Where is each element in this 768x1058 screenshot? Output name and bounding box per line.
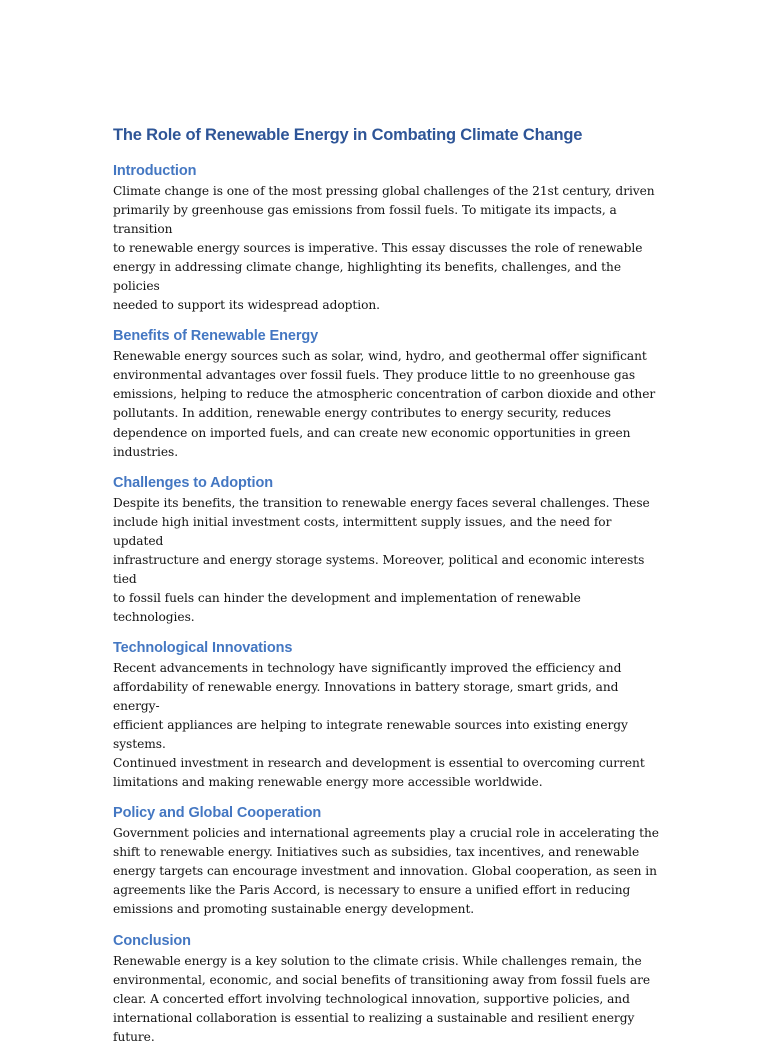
- paragraph-line: agreements like the Paris Accord, is necessary to ensure a unified effort in reducing: [113, 883, 631, 898]
- section-paragraph: [113, 952, 661, 1047]
- section-heading: Challenges to Adoption: [113, 474, 273, 491]
- paragraph-line: limitations and making renewable energy more accessible worldwide.: [113, 775, 543, 790]
- paragraph-line: Recent advancements in technology have significantly improved the efficiency and: [113, 660, 622, 675]
- paragraph-line: pollutants. In addition, renewable energy contributes to energy security, reduces: [113, 406, 611, 421]
- paragraph-line: to renewable energy sources is imperative. This essay discusses the role of renewable: [113, 241, 643, 256]
- paragraph-line: efficient appliances are helping to integrate renewable sources into existing energy systems.: [113, 718, 628, 752]
- section-paragraph: [113, 659, 661, 792]
- paragraph-line: Despite its benefits, the transition to renewable energy faces several challenges. These: [113, 495, 650, 510]
- section-benefits-of-renewable-energy: [113, 326, 661, 461]
- document-sections: [113, 161, 661, 1047]
- paragraph-line: international collaboration is essential to realizing a sustainable and resilient energy future.: [113, 1010, 635, 1044]
- document-page: [113, 124, 661, 1058]
- section-heading: Policy and Global Cooperation: [113, 805, 322, 822]
- paragraph-line: Climate change is one of the most pressing global challenges of the 21st century, driven: [113, 184, 655, 198]
- section-heading: Introduction: [113, 163, 197, 179]
- paragraph-line: emissions and promoting sustainable energy development.: [113, 902, 475, 917]
- paragraph-line: emissions, helping to reduce the atmospheric concentration of carbon dioxide and other: [113, 387, 656, 402]
- paragraph-line: environmental advantages over fossil fuels. They produce little to no greenhouse gas: [113, 368, 636, 383]
- section-paragraph: [113, 494, 661, 627]
- section-technological-innovations: [113, 638, 661, 792]
- paragraph-line: Renewable energy sources such as solar, wind, hydro, and geothermal offer significant: [113, 349, 647, 364]
- paragraph-line: clear. A concerted effort involving technological innovation, supportive policies, and: [113, 991, 630, 1006]
- paragraph-line: Government policies and international agreements play a crucial role in accelerating the: [113, 826, 659, 841]
- paragraph-line: primarily by greenhouse gas emissions from fossil fuels. To mitigate its impacts, a transition: [113, 203, 617, 237]
- paragraph-line: infrastructure and energy storage systems. Moreover, political and economic interests tied: [113, 552, 645, 586]
- paragraph-line: Renewable energy is a key solution to the climate crisis. While challenges remain, the: [113, 953, 642, 968]
- paragraph-line: affordability of renewable energy. Innovations in battery storage, smart grids, and energy-: [113, 679, 619, 714]
- paragraph-line: shift to renewable energy. Initiatives such as subsidies, tax incentives, and renewable: [113, 845, 640, 860]
- section-introduction: [113, 161, 661, 315]
- section-paragraph: [113, 347, 661, 461]
- document-title: The Role of Renewable Energy in Combating Climate Change: [113, 126, 583, 144]
- paragraph-line: to fossil fuels can hinder the development and implementation of renewable technologies.: [113, 590, 581, 624]
- paragraph-line: energy targets can encourage investment and innovation. Global cooperation, as seen in: [113, 864, 657, 879]
- paragraph-line: industries.: [113, 444, 179, 459]
- paragraph-line: environmental, economic, and social benefits of transitioning away from fossil fuels are: [113, 972, 651, 987]
- section-paragraph: [113, 824, 661, 919]
- section-paragraph: [113, 182, 661, 315]
- section-heading: Benefits of Renewable Energy: [113, 328, 319, 345]
- paragraph-line: include high initial investment costs, intermittent supply issues, and the need for updated: [113, 514, 612, 548]
- paragraph-line: energy in addressing climate change, highlighting its benefits, challenges, and the policies: [113, 260, 621, 294]
- section-heading: Conclusion: [113, 932, 191, 949]
- paragraph-line: Continued investment in research and development is essential to overcoming current: [113, 756, 645, 771]
- paragraph-line: needed to support its widespread adoption.: [113, 298, 380, 313]
- section-conclusion: [113, 931, 661, 1047]
- paragraph-line: dependence on imported fuels, and can create new economic opportunities in green: [113, 425, 631, 440]
- section-challenges-to-adoption: [113, 473, 661, 627]
- section-policy-and-global-cooperation: [113, 803, 661, 919]
- section-heading: Technological Innovations: [113, 639, 293, 656]
